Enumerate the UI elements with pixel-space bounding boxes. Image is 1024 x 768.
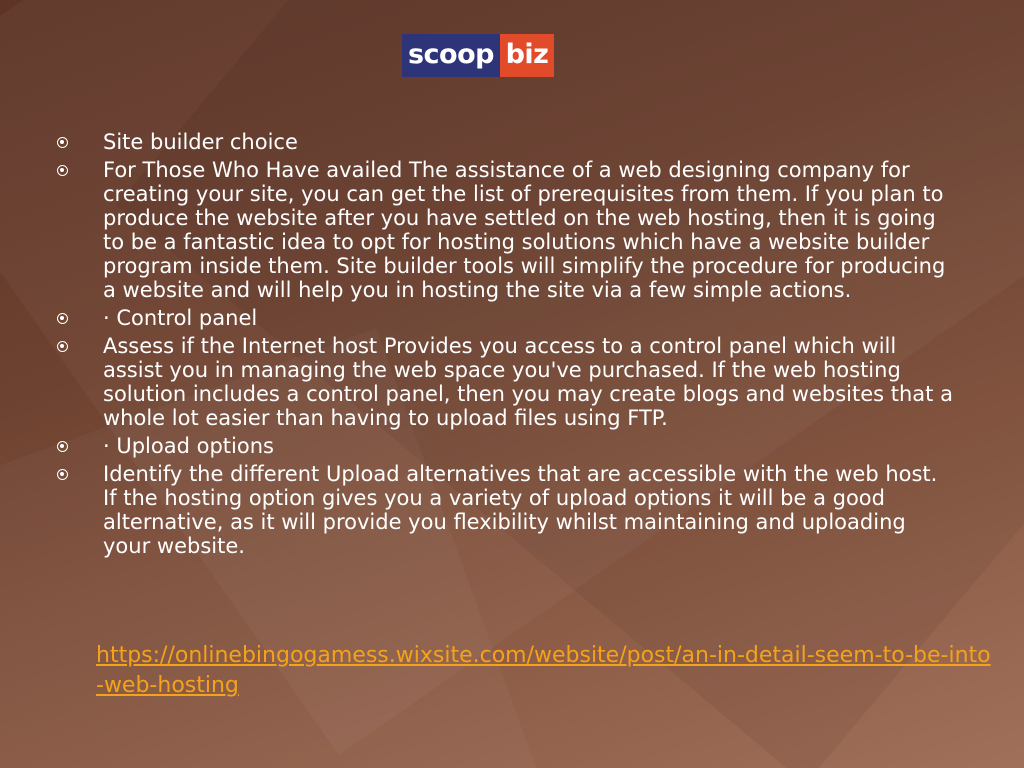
list-item bbox=[56, 158, 956, 302]
list-item bbox=[56, 130, 956, 154]
bullet-text: · Upload options bbox=[103, 434, 274, 458]
bullet-text: Site builder choice bbox=[103, 130, 298, 154]
list-item bbox=[56, 462, 956, 558]
list-item bbox=[56, 306, 956, 330]
circle-dot-bullet-icon bbox=[57, 441, 68, 452]
circle-dot-bullet-icon bbox=[57, 469, 68, 480]
circle-dot-bullet-icon bbox=[57, 137, 68, 148]
circle-dot-bullet-icon bbox=[57, 165, 68, 176]
bullet-text: For Those Who Have availed The assistance of a web designing company for creating your site, you can get the list of prerequisites from them. If you plan to produce the website after you have settled on the web hosting, then it is going to be a fantastic idea to opt for hosting solutions which have a website builder program inside them. Site builder tools will simplify the procedure for producing a website and will help you in hosting the site via a few simple actions. bbox=[103, 158, 946, 302]
circle-dot-bullet-icon bbox=[57, 313, 68, 324]
bullet-text: Identify the different Upload alternatives that are accessible with the web host. If the hosting option gives you a variety of upload options it will be a good alternative, as it will provide you flexibility whilst maintaining and uploading your website. bbox=[103, 462, 938, 558]
circle-dot-bullet-icon bbox=[57, 341, 68, 352]
source-link[interactable]: https://onlinebingogamess.wixsite.com/website/post/an-in-detail-seem-to-be-into-web-hosting bbox=[96, 643, 991, 698]
bullet-text: · Control panel bbox=[103, 306, 258, 330]
list-item bbox=[56, 334, 956, 430]
logo-part-scoop: scoop bbox=[402, 34, 500, 77]
bullet-text: Assess if the Internet host Provides you access to a control panel which will assist you in managing the web space you've purchased. If the web hosting solution includes a control panel, then you may create blogs and websites that a whole lot easier than having to upload files using FTP. bbox=[103, 334, 953, 430]
bullet-list bbox=[56, 130, 956, 562]
logo-part-biz: biz bbox=[500, 34, 554, 77]
list-item bbox=[56, 434, 956, 458]
scoopbiz-logo[interactable] bbox=[402, 34, 554, 77]
